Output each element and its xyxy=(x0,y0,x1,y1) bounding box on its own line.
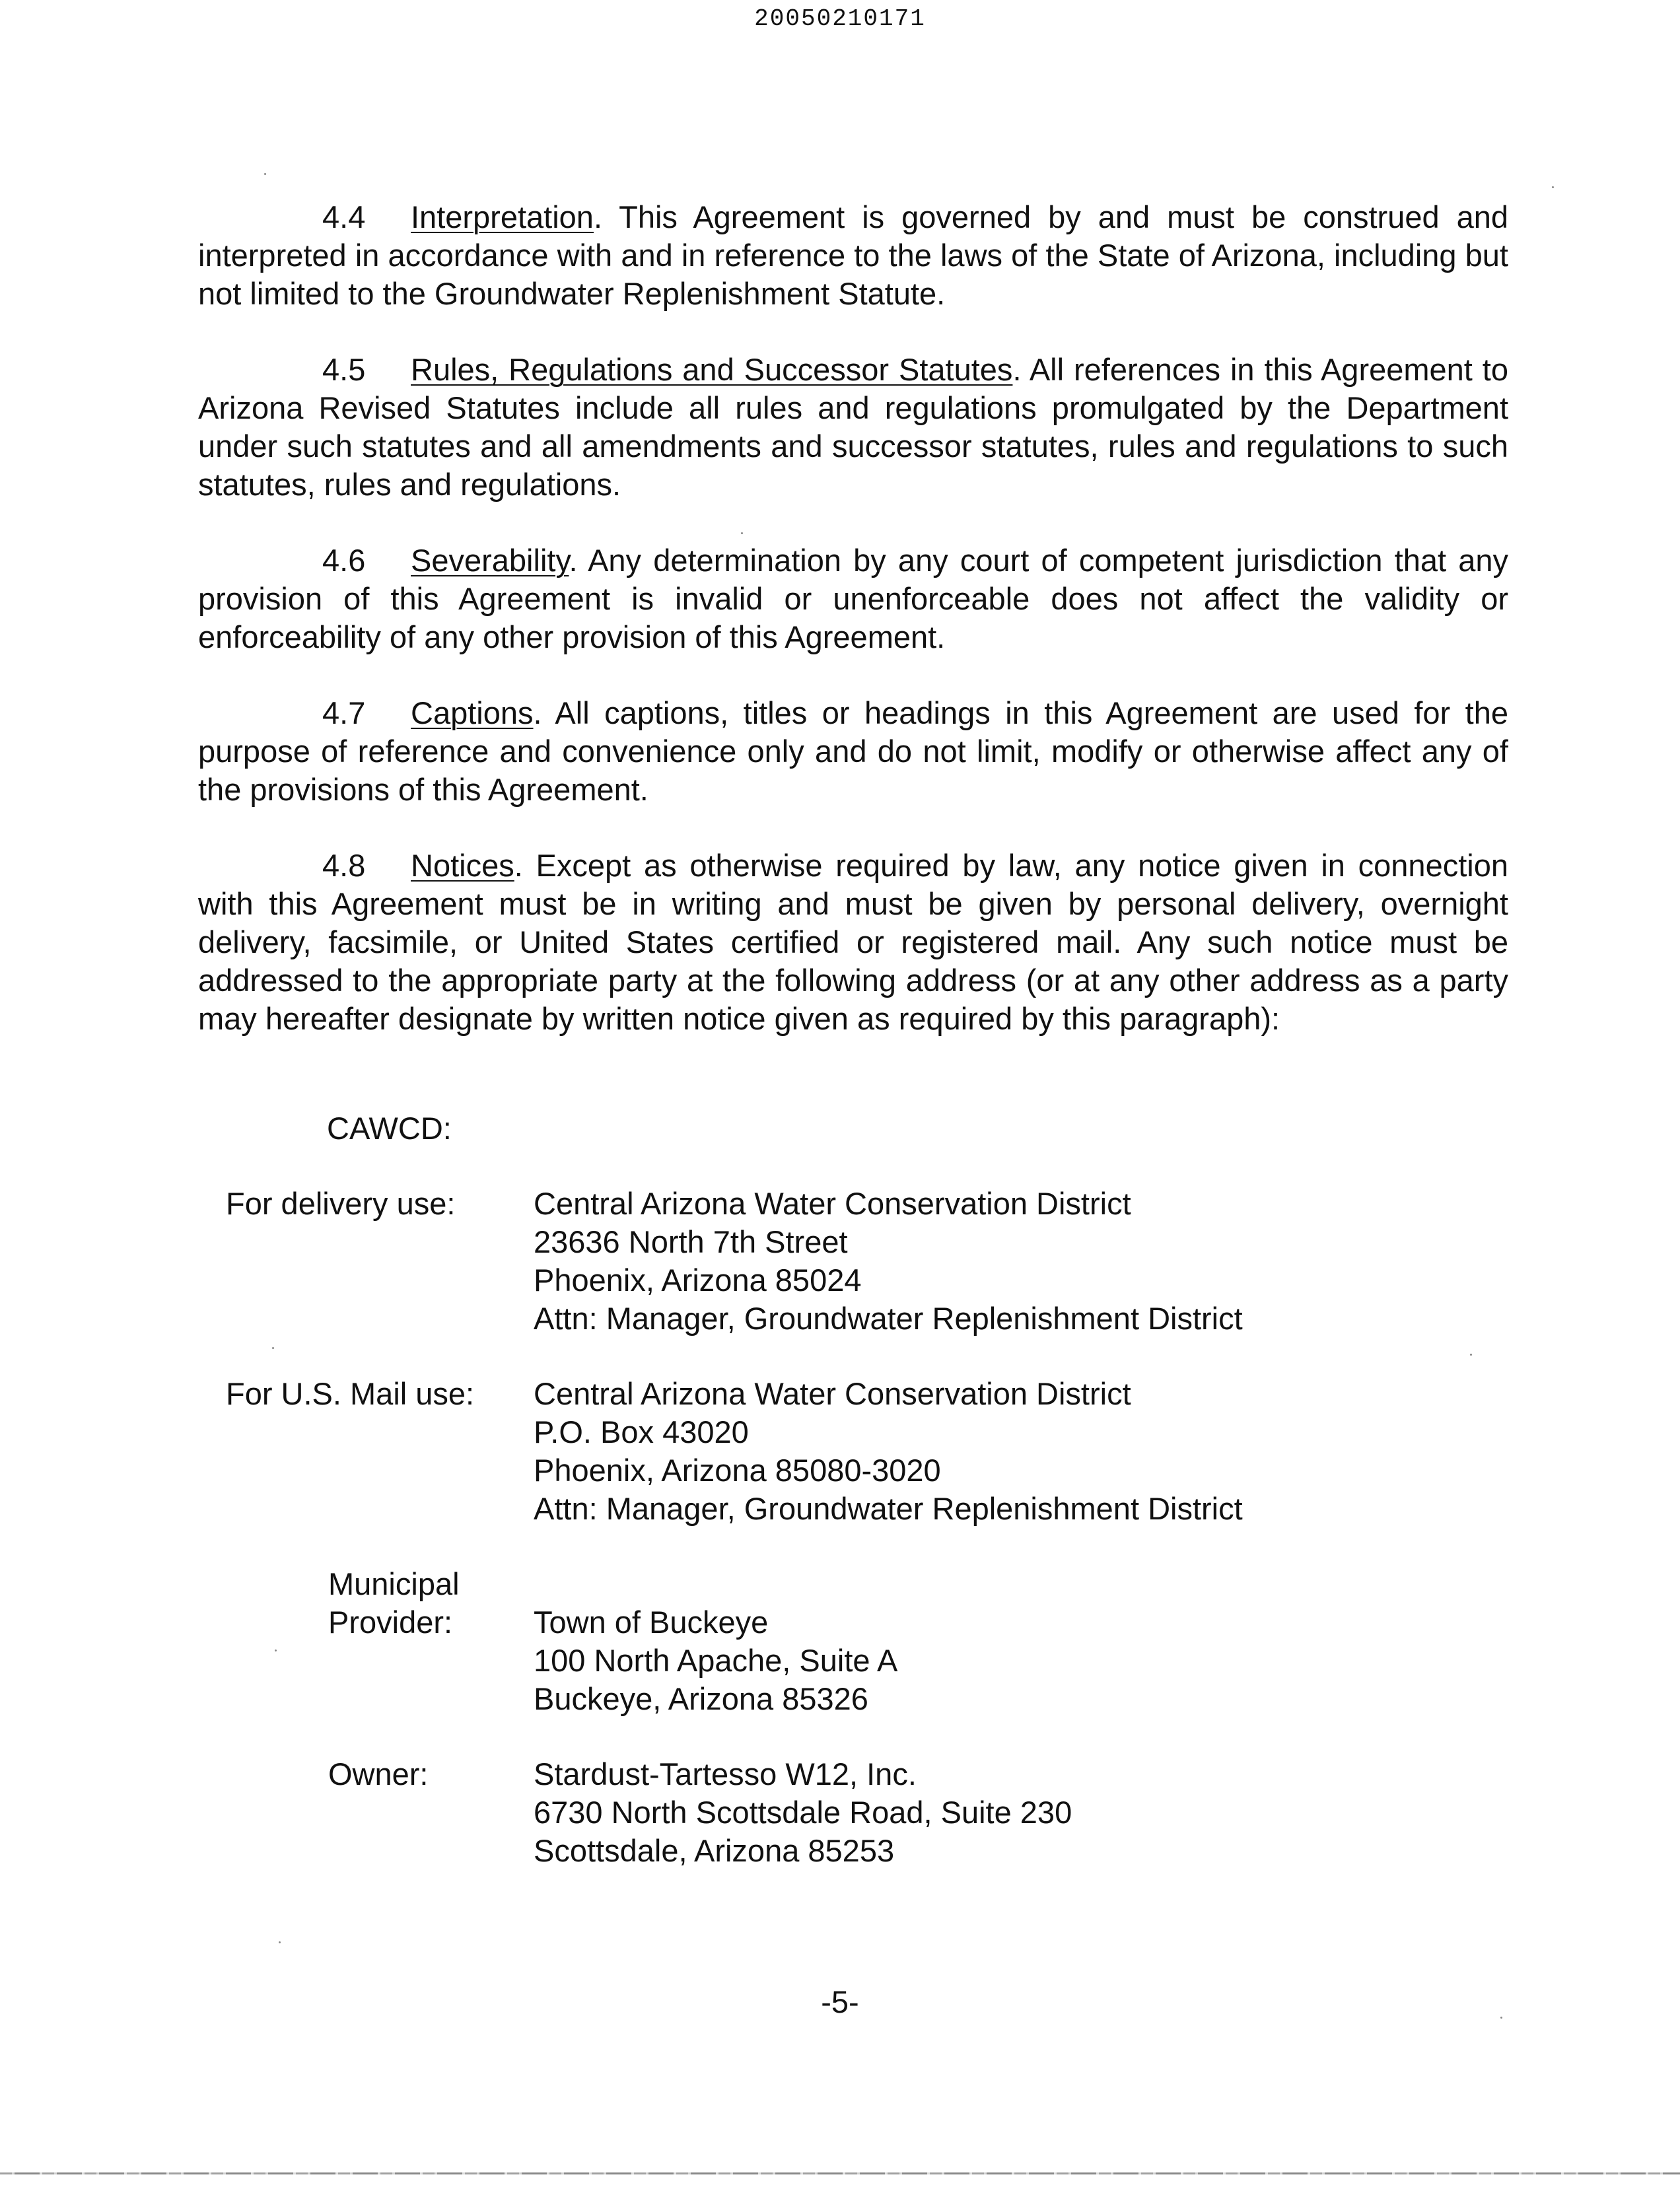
address-line: Buckeye, Arizona 85326 xyxy=(534,1681,868,1716)
owner-label: Owner: xyxy=(328,1756,429,1791)
section-text: . Except as otherwise required by law, any notice given in connection with this Agreement must be in writing and must be given by personal delivery, overnight delivery, facsimile, or United States certified or registered mail. Any such notice must be addressed to the appropriate party at the following address (or at any other address as a party may hereafter designate by written notice given as required by this paragraph): xyxy=(198,848,1508,1036)
address-line: Attn: Manager, Groundwater Replenishment District xyxy=(534,1491,1243,1526)
section-caption: Severability xyxy=(411,543,569,578)
section-text: . This Agreement is governed by and must be construed and interpreted in accordance with and in reference to the laws of the State of Arizona, including but not limited to the Groundwater Replenishment Statute. xyxy=(198,199,1508,311)
scan-speck xyxy=(1552,186,1554,188)
cawcd-label: CAWCD: xyxy=(327,1111,452,1146)
agreement-body xyxy=(198,198,1508,1076)
mail-label: For U.S. Mail use: xyxy=(226,1376,475,1411)
address-line: Phoenix, Arizona 85080-3020 xyxy=(534,1453,941,1488)
section-number: 4.8 xyxy=(322,848,366,883)
address-line: Scottsdale, Arizona 85253 xyxy=(534,1833,895,1868)
scan-speck xyxy=(1470,1354,1472,1356)
section-4-4 xyxy=(198,198,1508,313)
mail-address xyxy=(534,1375,1243,1528)
section-4-7 xyxy=(198,694,1508,809)
page-number: -5- xyxy=(821,1984,859,2019)
section-text: . Any determination by any court of competent jurisdiction that any provision of this Agreement is invalid or unenforceable does not affect the validity or enforceability of any other provision of this Agreement. xyxy=(198,543,1508,654)
scan-speck xyxy=(272,1347,274,1349)
scan-edge-line xyxy=(0,2172,1680,2174)
municipal-address xyxy=(534,1603,897,1718)
section-number: 4.5 xyxy=(322,352,366,387)
section-4-8 xyxy=(198,847,1508,1038)
address-line: 100 North Apache, Suite A xyxy=(534,1643,898,1678)
scan-speck xyxy=(1500,2017,1502,2019)
delivery-label: For delivery use: xyxy=(226,1186,456,1221)
section-caption: Rules, Regulations and Successor Statutes xyxy=(411,352,1013,387)
address-line: Town of Buckeye xyxy=(534,1605,769,1640)
section-4-6 xyxy=(198,541,1508,656)
address-line: 23636 North 7th Street xyxy=(534,1224,848,1259)
section-caption: Notices xyxy=(411,848,514,883)
address-line: Attn: Manager, Groundwater Replenishment District xyxy=(534,1301,1243,1336)
delivery-address xyxy=(534,1185,1243,1338)
scan-speck xyxy=(264,173,266,175)
recording-number: 20050210171 xyxy=(754,5,926,32)
municipal-label-line1: Municipal xyxy=(328,1566,460,1601)
owner-address xyxy=(534,1755,1072,1870)
section-caption: Captions xyxy=(411,695,534,730)
municipal-label-line2: Provider: xyxy=(328,1605,453,1640)
address-line: Stardust-Tartesso W12, Inc. xyxy=(534,1756,917,1791)
scan-speck xyxy=(741,532,743,534)
address-line: Central Arizona Water Conservation District xyxy=(534,1186,1131,1221)
address-line: Phoenix, Arizona 85024 xyxy=(534,1263,862,1298)
section-number: 4.6 xyxy=(322,543,366,578)
address-line: P.O. Box 43020 xyxy=(534,1414,749,1449)
section-text: . All captions, titles or headings in this Agreement are used for the purpose of reference and convenience only and do not limit, modify or otherwise affect any of the provisions of this Agreement. xyxy=(198,695,1508,807)
section-number: 4.4 xyxy=(322,199,366,234)
scan-speck xyxy=(279,1941,281,1943)
section-text: . All references in this Agreement to Arizona Revised Statutes include all rules and regulations promulgated by the Department under such statutes and all amendments and successor statutes, rules and regulations to such statutes, rules and regulations. xyxy=(198,352,1508,502)
address-line: Central Arizona Water Conservation District xyxy=(534,1376,1131,1411)
scan-speck xyxy=(275,1649,277,1651)
section-caption: Interpretation xyxy=(411,199,594,234)
section-number: 4.7 xyxy=(322,695,366,730)
section-4-5 xyxy=(198,351,1508,504)
address-line: 6730 North Scottsdale Road, Suite 230 xyxy=(534,1795,1072,1830)
